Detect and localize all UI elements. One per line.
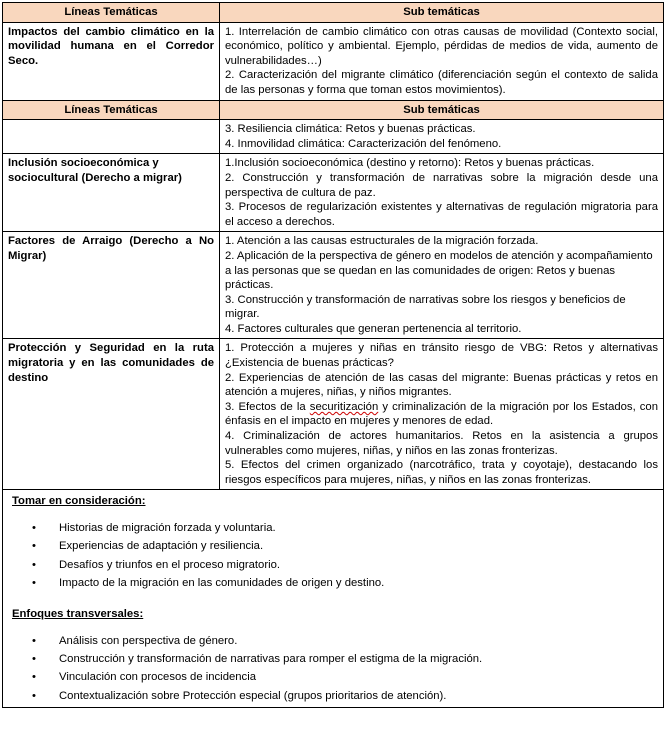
- subtheme-item: 4. Factores culturales que generan pertenencia al territorio.: [225, 322, 522, 335]
- subtheme-item: 3. Procesos de regularización existentes y alternativas de regulación migratoria para el acceso a derechos.: [225, 201, 658, 228]
- bullet-icon: •: [32, 634, 36, 647]
- table-row: [3, 232, 664, 339]
- header-lineas-tematicas: Líneas Temáticas: [3, 3, 220, 23]
- table-header-row: [3, 3, 664, 23]
- approaches-title: Enfoques transversales:: [12, 608, 144, 621]
- list-item: [28, 519, 654, 537]
- subtheme-cell: [220, 232, 664, 339]
- subtheme-item: 1.Inclusión socioeconómica (destino y retorno): Retos y buenas prácticas.: [225, 157, 595, 170]
- list-item-text: Análisis con perspectiva de género.: [59, 634, 238, 647]
- bullet-icon: •: [32, 671, 36, 684]
- list-item: [28, 687, 654, 705]
- consider-list: [12, 519, 654, 592]
- subtheme-text: 3. Efectos de la: [225, 400, 310, 413]
- subtheme-item: 2. Experiencias de atención de las casas del migrante: Buenas prácticas y retos en atención a mujeres, niñas, y niños migrantes.: [225, 371, 658, 399]
- consider-title: Tomar en consideración:: [12, 495, 146, 508]
- bullet-icon: •: [32, 576, 36, 589]
- subtheme-item: [225, 400, 658, 429]
- list-item-text: Contextualización sobre Protección especial (grupos prioritarios de atención).: [59, 689, 447, 702]
- table-header-row-repeat: [3, 100, 664, 120]
- subtheme-item: 5. Efectos del crimen organizado (narcotráfico, trata y coyotaje), destacando los riesgos específicos para mujeres, niñas, y niños en las zonas fronterizas.: [225, 459, 658, 486]
- subtheme-item: 1. Protección a mujeres y niñas en tránsito riesgo de VBG: Retos y alternativas ¿Existencia de buenas prácticas?: [225, 342, 658, 370]
- spacer: [12, 592, 654, 607]
- subtheme-item: 1. Atención a las causas estructurales de la migración forzada.: [225, 235, 539, 248]
- list-item: [28, 668, 654, 686]
- header-sub-tematicas: Sub temáticas: [220, 100, 664, 120]
- list-item: [28, 650, 654, 668]
- theme-cell: Protección y Seguridad en la ruta migratoria y en las comunidades de destino: [3, 339, 220, 490]
- subtheme-cell: [220, 120, 664, 154]
- subtheme-item: 2. Caracterización del migrante climático (diferenciación según el contexto de salida de las personas y forma que toman estos movimientos).: [225, 69, 658, 96]
- list-item-text: Impacto de la migración en las comunidades de origen y destino.: [59, 576, 385, 589]
- subtheme-item: 3. Construcción y transformación de narrativas sobre los riesgos y beneficios de migrar.: [225, 293, 626, 321]
- table-row: [3, 339, 664, 490]
- table-row: [3, 22, 664, 100]
- theme-cell: Impactos del cambio climático en la movilidad humana en el Corredor Seco.: [3, 22, 220, 100]
- list-item-text: Experiencias de adaptación y resiliencia.: [59, 540, 264, 553]
- spellcheck-word: securitización: [309, 400, 379, 413]
- header-lineas-tematicas: Líneas Temáticas: [3, 100, 220, 120]
- subtheme-item: 2. Construcción y transformación de narrativas sobre la migración desde una perspectiva de cultura de paz.: [225, 171, 658, 199]
- themes-table: [2, 2, 664, 490]
- notes-box: [2, 490, 664, 708]
- subtheme-item: 3. Resiliencia climática: Retos y buenas prácticas.: [225, 123, 476, 136]
- bullet-icon: •: [32, 558, 36, 571]
- list-item: [28, 537, 654, 555]
- list-item: [28, 632, 654, 650]
- header-sub-tematicas: Sub temáticas: [220, 3, 664, 23]
- subtheme-text: y criminalización de la migración por los Estados, con énfasis en el impacto en mujeres y menores de edad.: [225, 400, 658, 428]
- subtheme-cell: [220, 154, 664, 232]
- subtheme-item: 2. Aplicación de la perspectiva de género en modelos de atención y acompañamiento a las personas que se quedan en las comunidades de origen: Retos y buenas prácticas.: [225, 249, 653, 292]
- subtheme-item: 4. Inmovilidad climática: Caracterización del fenómeno.: [225, 137, 502, 150]
- bullet-icon: •: [32, 653, 36, 666]
- subtheme-cell: [220, 339, 664, 490]
- approaches-list: [12, 632, 654, 705]
- theme-cell: Factores de Arraigo (Derecho a No Migrar): [3, 232, 220, 339]
- subtheme-item: 1. Interrelación de cambio climático con otras causas de movilidad (Contexto social, económico, político y ambiental. Ejemplo, pérdidas de medios de vida, aumento de vulnerabilidades…): [225, 25, 658, 67]
- bullet-icon: •: [32, 522, 36, 534]
- list-item-text: Historias de migración forzada y voluntaria.: [59, 522, 276, 534]
- theme-cell: [3, 120, 220, 154]
- list-item: [28, 574, 654, 592]
- table-row: [3, 154, 664, 232]
- list-item: [28, 556, 654, 574]
- theme-cell: Inclusión socioeconómica y sociocultural (Derecho a migrar): [3, 154, 220, 232]
- list-item-text: Desafíos y triunfos en el proceso migratorio.: [59, 558, 281, 571]
- table-row: [3, 120, 664, 154]
- document-page: [2, 2, 665, 708]
- list-item-text: Vinculación con procesos de incidencia: [59, 671, 256, 684]
- list-item-text: Construcción y transformación de narrativas para romper el estigma de la migración.: [59, 653, 483, 666]
- bullet-icon: •: [32, 540, 36, 553]
- subtheme-item: 4. Criminalización de actores humanitarios. Retos en la asistencia a grupos vulnerables como mujeres, niñas, y niños en las zonas fronterizas.: [225, 430, 658, 457]
- bullet-icon: •: [32, 689, 36, 702]
- subtheme-cell: [220, 22, 664, 100]
